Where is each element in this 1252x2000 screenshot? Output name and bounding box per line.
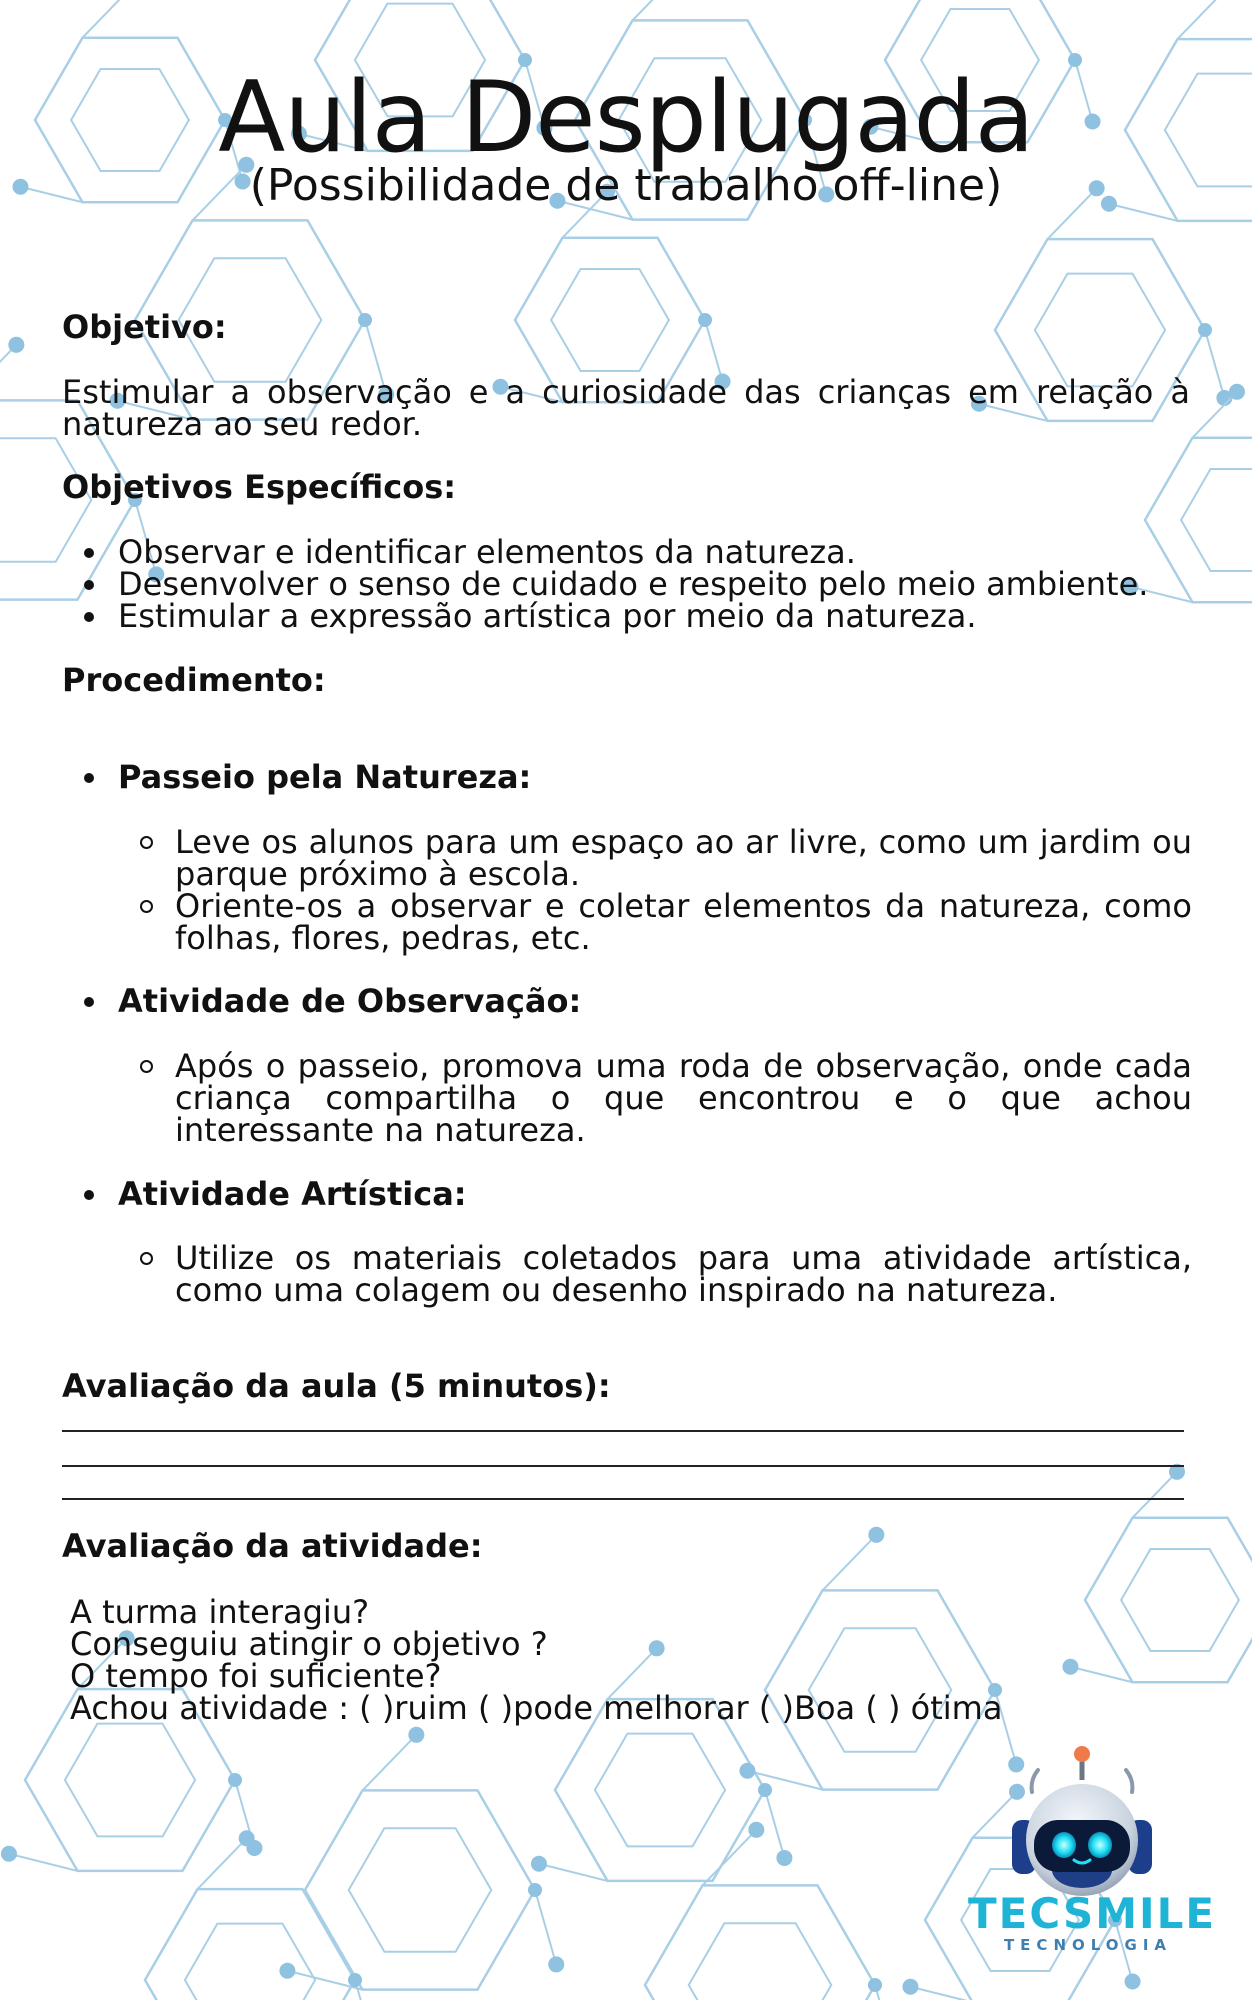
list-item: Oriente-os a observar e coletar elementos da natureza, como folhas, flores, pedras, etc.	[138, 890, 1192, 954]
question-rating: Achou atividade : ( )ruim ( )pode melhorar ( )Boa ( ) ótima	[70, 1689, 1003, 1727]
avaliacao-aula-heading: Avaliação da aula (5 minutos):	[62, 1367, 611, 1405]
step-artistica-list	[138, 1239, 1192, 1309]
avaliacao-atividade-heading: Avaliação da atividade:	[62, 1527, 483, 1565]
step-artistica-title: Atividade Artística:	[82, 1174, 467, 1214]
question-objetivo: Conseguiu atingir o objetivo ?	[70, 1625, 548, 1663]
list-item: Observar e identificar elementos da natureza.	[82, 536, 1192, 568]
page-title: Aula Desplugada	[218, 61, 1034, 175]
writing-line	[62, 1465, 1184, 1467]
objetivos-especificos-list	[82, 533, 1192, 635]
objetivos-especificos-heading: Objetivos Específicos:	[62, 468, 457, 506]
list-item: Utilize os materiais coletados para uma atividade artística, como uma colagem ou desenho inspirado na natureza.	[138, 1242, 1192, 1306]
logo-wordmark: TECSMILE	[968, 1889, 1217, 1938]
logo-tagline: TECNOLOGIA	[1003, 1936, 1173, 1954]
list-item: Após o passeio, promova uma roda de observação, onde cada criança compartilha o que encontrou e o que achou interessante na natureza.	[138, 1050, 1192, 1146]
procedimento-heading: Procedimento:	[62, 661, 326, 699]
list-item: Desenvolver o senso de cuidado e respeito pelo meio ambiente.	[82, 568, 1192, 600]
question-turma: A turma interagiu?	[70, 1593, 370, 1631]
step-passeio-list	[138, 823, 1192, 957]
objetivo-text: Estimular a observação e a curiosidade das crianças em relação à natureza ao seu redor.	[62, 373, 1190, 443]
writing-line	[62, 1430, 1184, 1432]
page-subtitle: (Possibilidade de trabalho off-line)	[249, 160, 1003, 211]
list-item: Leve os alunos para um espaço ao ar livre, como um jardim ou parque próximo à escola.	[138, 826, 1192, 890]
objetivo-heading: Objetivo:	[62, 308, 227, 346]
question-tempo: O tempo foi suficiente?	[70, 1657, 442, 1695]
step-observacao-title: Atividade de Observação:	[82, 981, 581, 1021]
list-item: Estimular a expressão artística por meio da natureza.	[82, 600, 1192, 632]
step-passeio-title: Passeio pela Natureza:	[82, 757, 531, 797]
step-observacao-list	[138, 1047, 1192, 1149]
writing-line	[62, 1498, 1184, 1500]
